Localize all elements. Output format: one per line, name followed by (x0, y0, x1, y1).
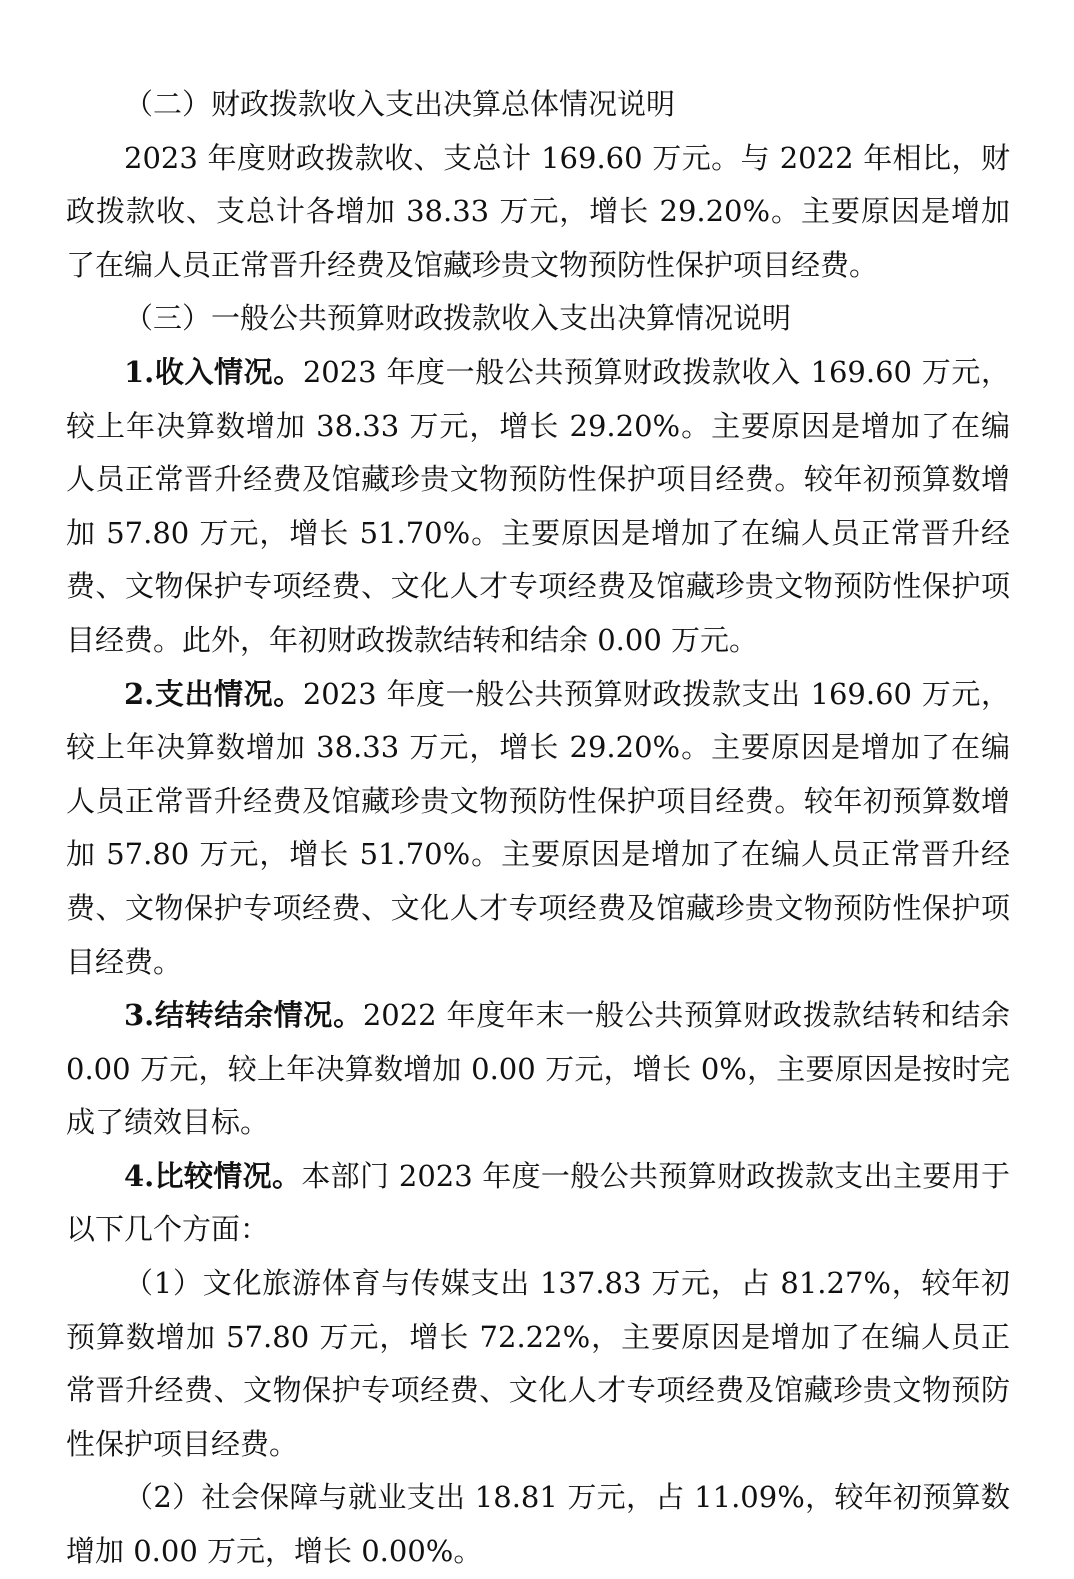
comparison-lead: 4.比较情况。 (124, 1158, 302, 1193)
comparison-paragraph (66, 1150, 1010, 1257)
carryover-body: 2022 年度年末一般公共预算财政拨款结转和结余 0.00 万元，较上年决算数增加 0.00 万元，增长 0%，主要原因是按时完成了绩效目标。 (66, 998, 1010, 1140)
expenditure-paragraph (66, 668, 1010, 990)
section-heading-2: （二）财政拨款收入支出决算总体情况说明 (124, 87, 676, 121)
carryover-lead: 3.结转结余情况。 (124, 998, 363, 1033)
carryover-paragraph (66, 989, 1010, 1150)
income-paragraph (66, 346, 1010, 668)
expenditure-lead: 2.支出情况。 (124, 676, 303, 711)
comparison-item-2: （2）社会保障与就业支出 18.81 万元，占 11.09%，较年初预算数增加 0.00 万元，增长 0.00%。 (66, 1480, 1010, 1569)
income-body: 2023 年度一般公共预算财政拨款收入 169.60 万元，较上年决算数增加 38.33 万元，增长 29.20%。主要原因是增加了在编人员正常晋升经费及馆藏珍贵文物预防性保护项目经费。较年初预算数增加 57.80 万元，增长 51.70%。主要原因是增加了在编人员正常晋升经费、文物保护专项经费、文化人才专项经费及馆藏珍贵文物预防性保护项目经费。此外，年初财政拨款结转和结余 0.00 万元。 (66, 354, 1010, 657)
comparison-item-1: （1）文化旅游体育与传媒支出 137.83 万元，占 81.27%，较年初预算数增加 57.80 万元，增长 72.22%，主要原因是增加了在编人员正常晋升经费、文物保护专项经费、文化人才专项经费及馆藏珍贵文物预防性保护项目经费。 (66, 1266, 1010, 1461)
section-heading-3: （三）一般公共预算财政拨款收入支出决算情况说明 (124, 301, 792, 336)
section-2-paragraph: 2023 年度财政拨款收、支总计 169.60 万元。与 2022 年相比，财政拨款收、支总计各增加 38.33 万元，增长 29.20%。主要原因是增加了在编人员正常晋升经费及馆藏珍贵文物预防性保护项目经费。 (66, 140, 1010, 282)
comparison-body: 本部门 2023 年度一般公共预算财政拨款支出主要用于以下几个方面： (66, 1158, 1010, 1247)
income-lead: 1.收入情况。 (124, 354, 303, 389)
expenditure-body: 2023 年度一般公共预算财政拨款支出 169.60 万元，较上年决算数增加 38.33 万元，增长 29.20%。主要原因是增加了在编人员正常晋升经费及馆藏珍贵文物预防性保护项目经费。较年初预算数增加 57.80 万元，增长 51.70%。主要原因是增加了在编人员正常晋升经费、文物保护专项经费、文化人才专项经费及馆藏珍贵文物预防性保护项目经费。 (66, 676, 1010, 979)
